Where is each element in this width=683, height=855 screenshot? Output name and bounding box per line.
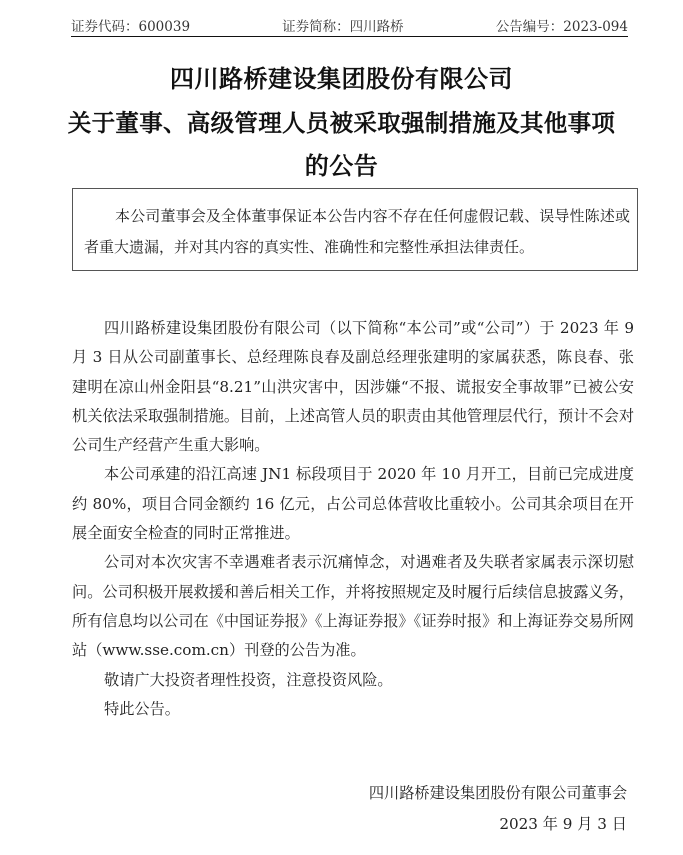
announcement-body (72, 314, 634, 724)
announcement-number: 公告编号：2023-094 (495, 19, 628, 35)
paragraph-condolence: 公司对本次灾害不幸遇难者表示沉痛悼念，对遇难者及失联者家属表示深切慰问。公司积极开展救援和善后相关工作，并将按照规定及时履行后续信息披露义务，所有信息均以公司在《中国证券报》《上海证券报》《证券时报》和上海证券交易所网站（www.sse.com.cn）刊登的公告为准。 (72, 553, 634, 660)
paragraph-project: 本公司承建的沿江高速 JN1 标段项目于 2020 年 10 月开工，目前已完成进度约 80%，项目合同金额约 16 亿元，占公司总体营收比重较小。公司其余项目在开展全面安全检查的同时正常推进。 (72, 465, 634, 543)
disclaimer-text: 本公司董事会及全体董事保证本公告内容不存在任何虚假记载、误导性陈述或者重大遗漏，并对其内容的真实性、准确性和完整性承担法律责任。 (84, 207, 630, 256)
document-header (71, 13, 628, 37)
stock-name: 证券简称：四川路桥 (282, 19, 404, 35)
paragraph-risk-warning: 敬请广大投资者理性投资，注意投资风险。 (104, 670, 393, 689)
paragraph-incident: 四川路桥建设集团股份有限公司（以下简称“本公司”或“公司”）于 2023 年 9 月 3 日从公司副董事长、总经理陈良春及副总经理张建明的家属获悉，陈良春、张建明在凉山州金阳县“8.21”山洪灾害中，因涉嫌“不报、谎报安全事故罪”已被公安机关依法采取强制措施。目前，上述高管人员的职责由其他管理层代行，预计不会对公司生产经营产生重大影响。 (72, 319, 634, 455)
announcement-title-suffix: 的公告 (304, 152, 379, 180)
disclaimer-box (72, 188, 638, 271)
issuer-name: 四川路桥建设集团股份有限公司董事会 (368, 784, 627, 802)
signature-block (369, 778, 627, 840)
stock-code: 证券代码：600039 (71, 19, 191, 35)
announcement-title: 关于董事、高级管理人员被采取强制措施及其他事项 (67, 109, 616, 137)
issue-date: 2023 年 9 月 3 日 (499, 815, 627, 833)
paragraph-closing: 特此公告。 (104, 699, 180, 718)
company-title: 四川路桥建设集团股份有限公司 (170, 65, 513, 93)
